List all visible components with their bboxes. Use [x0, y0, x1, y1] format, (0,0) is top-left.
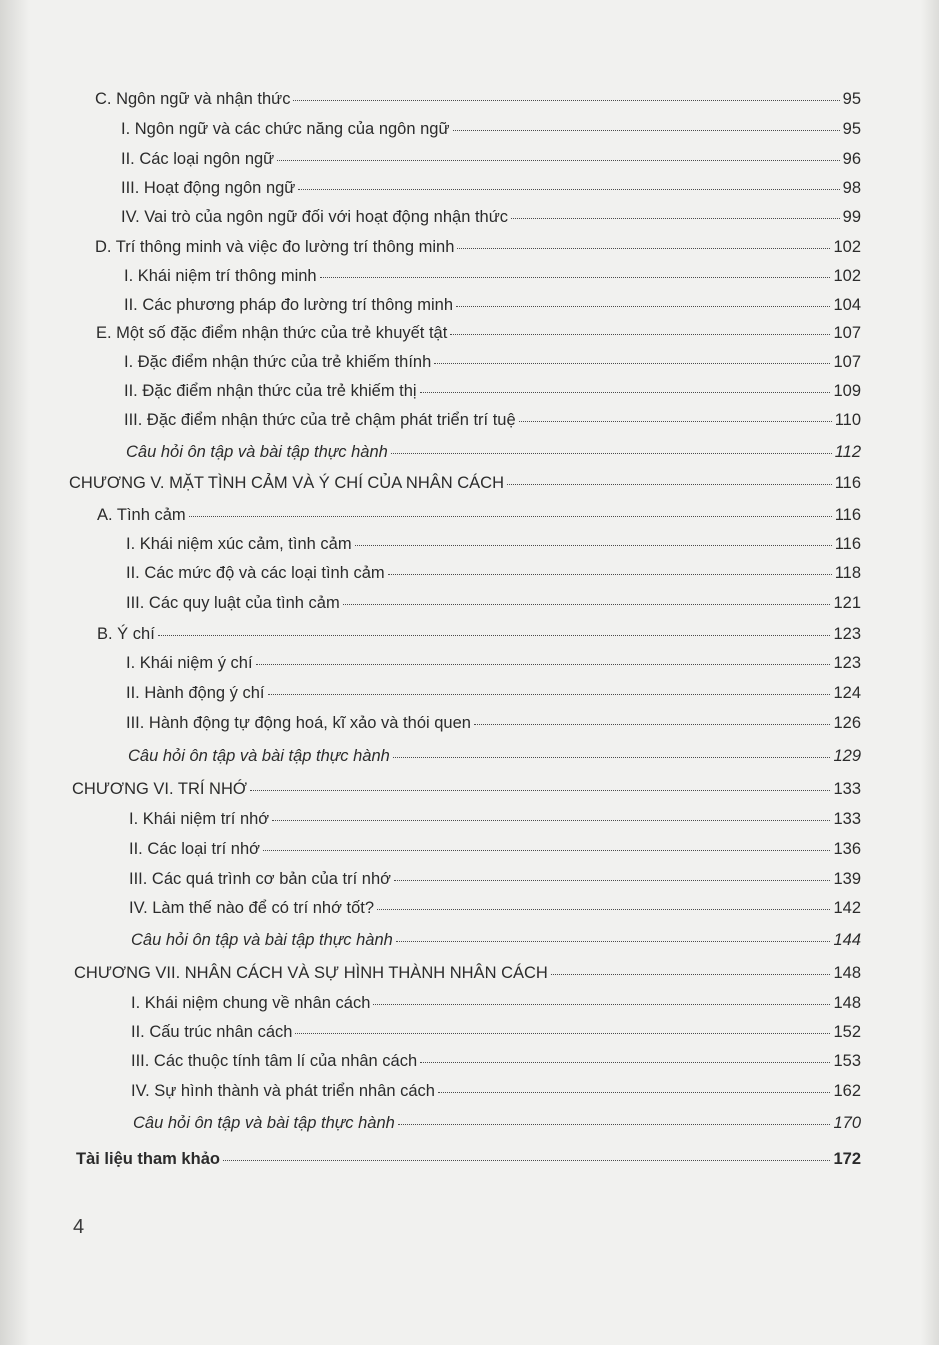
toc-entry [124, 351, 861, 373]
toc-entry-title: II. Hành động ý chí [126, 684, 265, 702]
toc-entry-page: 133 [833, 780, 861, 798]
toc-entry [126, 652, 861, 674]
toc-entry-title: III. Các quy luật của tình cảm [126, 594, 340, 612]
toc-entry [129, 897, 861, 919]
toc-entry [126, 441, 861, 463]
toc-entry [121, 206, 861, 228]
toc-entry-page: 123 [833, 625, 861, 643]
toc-entry [97, 623, 861, 645]
toc-entry-title: CHƯƠNG V. MẶT TÌNH CẢM VÀ Ý CHÍ CỦA NHÂN CÁCH [69, 474, 504, 492]
toc-entry [126, 712, 861, 734]
toc-entry-references [76, 1148, 861, 1170]
toc-entry-page: 116 [834, 506, 861, 524]
toc-leader [511, 218, 840, 219]
toc-entry [133, 1112, 861, 1134]
toc-leader [456, 306, 830, 307]
toc-entry-title: III. Các thuộc tính tâm lí của nhân cách [131, 1052, 418, 1070]
toc-entry-title: I. Khái niệm xúc cảm, tình cảm [126, 535, 352, 553]
toc-entry-title: II. Đặc điểm nhận thức của trẻ khiếm thị [124, 382, 417, 400]
toc-entry [74, 962, 861, 984]
toc-leader [250, 790, 830, 791]
toc-leader [295, 1033, 830, 1034]
toc-entry-title: I. Khái niệm ý chí [126, 654, 253, 672]
toc-entry-title: III. Các quá trình cơ bản của trí nhớ [129, 870, 391, 888]
toc-entry-title: CHƯƠNG VII. NHÂN CÁCH VÀ SỰ HÌNH THÀNH NHÂN CÁCH [74, 964, 548, 982]
toc-entry-page: 95 [842, 120, 861, 138]
toc-leader [457, 248, 830, 249]
toc-entry-title: B. Ý chí [97, 625, 155, 643]
toc-entry-page: 142 [833, 899, 861, 917]
toc-leader [298, 189, 839, 190]
toc-entry-title: I. Khái niệm trí thông minh [124, 267, 317, 285]
toc-leader [453, 130, 840, 131]
toc-leader [420, 1062, 830, 1063]
toc-entry [124, 265, 861, 287]
toc-entry-title: IV. Làm thế nào để có trí nhớ tốt? [129, 899, 375, 917]
toc-leader [474, 724, 831, 725]
toc-entry-page: 144 [833, 931, 861, 949]
toc-entry-page: 133 [833, 810, 861, 828]
toc-entry-page: 170 [833, 1114, 861, 1132]
toc-leader [158, 635, 831, 636]
toc-entry-title: II. Các loại trí nhớ [129, 840, 260, 858]
toc-entry-title: Câu hỏi ôn tập và bài tập thực hành [131, 931, 393, 949]
toc-entry [121, 148, 861, 170]
toc-leader [373, 1004, 830, 1005]
toc-leader [438, 1092, 830, 1093]
toc-leader [272, 820, 830, 821]
toc-entry-page: 129 [833, 747, 861, 765]
toc-entry [124, 294, 861, 316]
toc-leader [268, 694, 831, 695]
toc-entry-title: III. Đặc điểm nhận thức của trẻ chậm phát triển trí tuệ [124, 411, 516, 429]
toc-entry-page: 124 [833, 684, 861, 702]
toc-entry [121, 177, 861, 199]
toc-leader [388, 574, 832, 575]
toc-entry-page: 96 [842, 150, 861, 168]
toc-entry-title: E. Một số đặc điểm nhận thức của trẻ khuyết tật [96, 324, 448, 342]
toc-entry-page: 110 [834, 411, 861, 429]
toc-leader [396, 941, 831, 942]
toc-entry-title: CHƯƠNG VI. TRÍ NHỚ [72, 780, 248, 798]
toc-entry [128, 745, 861, 767]
toc-entry-title: II. Cấu trúc nhân cách [131, 1023, 293, 1041]
toc-leader [398, 1124, 831, 1125]
toc-entry-page: 162 [833, 1082, 861, 1100]
toc-entry-page: 118 [834, 564, 861, 582]
toc-leader [320, 277, 831, 278]
toc-leader [391, 453, 832, 454]
toc-entry-page: 102 [833, 267, 861, 285]
toc-entry [126, 682, 861, 704]
toc-entry [131, 1050, 861, 1072]
toc-entry [124, 409, 861, 431]
toc-entry-page: 102 [833, 238, 861, 256]
toc-entry-page: 104 [833, 296, 861, 314]
toc-entry [129, 808, 861, 830]
toc-entry [96, 322, 861, 344]
toc-entry [131, 1021, 861, 1043]
toc-leader [434, 363, 830, 364]
toc-entry [131, 1080, 861, 1102]
toc-leader [450, 334, 830, 335]
toc-entry-page: 98 [842, 179, 861, 197]
toc-entry-page: 148 [833, 964, 861, 982]
toc-entry [129, 838, 861, 860]
toc-entry-page: 95 [842, 90, 861, 108]
toc-entry-title: II. Các loại ngôn ngữ [121, 150, 275, 168]
toc-entry-title: II. Các phương pháp đo lường trí thông minh [124, 296, 454, 314]
toc-entry-page: 99 [842, 208, 861, 226]
toc-entry [126, 592, 861, 614]
toc-entry-title: Câu hỏi ôn tập và bài tập thực hành [133, 1114, 395, 1132]
toc-entry-title: A. Tình cảm [97, 506, 186, 524]
toc-entry [69, 472, 861, 494]
toc-entry [126, 562, 861, 584]
toc-entry-page: 152 [833, 1023, 861, 1041]
toc-entry-title: IV. Sự hình thành và phát triển nhân cách [131, 1082, 435, 1100]
toc-entry-title: I. Khái niệm chung về nhân cách [131, 994, 371, 1012]
toc-entry-title: Câu hỏi ôn tập và bài tập thực hành [128, 747, 390, 765]
toc-leader [189, 516, 832, 517]
toc-entry-title: D. Trí thông minh và việc đo lường trí thông minh [95, 238, 455, 256]
toc-entry [72, 778, 861, 800]
toc-entry [129, 868, 861, 890]
toc-entry-title: I. Ngôn ngữ và các chức năng của ngôn ngữ [121, 120, 450, 138]
toc-leader [293, 100, 839, 101]
toc-entry-page: 116 [834, 474, 861, 492]
toc-entry-page: 153 [833, 1052, 861, 1070]
toc-entry-title: Tài liệu tham khảo [76, 1150, 220, 1168]
toc-entry-page: 112 [834, 443, 861, 461]
toc-entry-title: II. Các mức độ và các loại tình cảm [126, 564, 385, 582]
toc-entry-title: I. Đặc điểm nhận thức của trẻ khiếm thính [124, 353, 432, 371]
toc-leader [377, 909, 830, 910]
toc-leader [420, 392, 831, 393]
toc-leader [393, 757, 831, 758]
toc-entry-page: 116 [834, 535, 861, 553]
toc-leader [519, 421, 832, 422]
toc-leader [343, 604, 831, 605]
toc-leader [223, 1160, 831, 1161]
toc-entry-title: III. Hành động tự động hoá, kĩ xảo và thói quen [126, 714, 471, 732]
toc-entry [121, 118, 861, 140]
toc-entry-page: 148 [833, 994, 861, 1012]
toc-entry [95, 236, 861, 258]
toc-entry [95, 88, 861, 110]
toc-leader [394, 880, 831, 881]
toc-entry-page: 107 [833, 353, 861, 371]
toc-leader [551, 974, 831, 975]
toc-leader [355, 545, 832, 546]
toc-entry [131, 929, 861, 951]
page-number: 4 [73, 1216, 85, 1238]
toc-entry [97, 504, 861, 526]
toc-entry-page: 136 [833, 840, 861, 858]
toc-leader [256, 664, 831, 665]
toc-entry-title: III. Hoạt động ngôn ngữ [121, 179, 296, 197]
toc-entry [124, 380, 861, 402]
toc-entry-page: 123 [833, 654, 861, 672]
toc-entry-page: 172 [833, 1150, 861, 1168]
toc-entry [126, 533, 861, 555]
toc-entry-page: 107 [833, 324, 861, 342]
toc-leader [277, 160, 839, 161]
toc-entry [131, 992, 861, 1014]
toc-leader [507, 484, 832, 485]
toc-entry-page: 121 [833, 594, 861, 612]
toc-entry-title: C. Ngôn ngữ và nhận thức [95, 90, 291, 108]
toc-leader [263, 850, 831, 851]
toc-entry-title: IV. Vai trò của ngôn ngữ đối với hoạt động nhận thức [121, 208, 509, 226]
toc-entry-title: I. Khái niệm trí nhớ [129, 810, 270, 828]
toc-entry-title: Câu hỏi ôn tập và bài tập thực hành [126, 443, 388, 461]
toc-entry-page: 126 [833, 714, 861, 732]
toc-entry-page: 109 [833, 382, 861, 400]
toc-entry-page: 139 [833, 870, 861, 888]
